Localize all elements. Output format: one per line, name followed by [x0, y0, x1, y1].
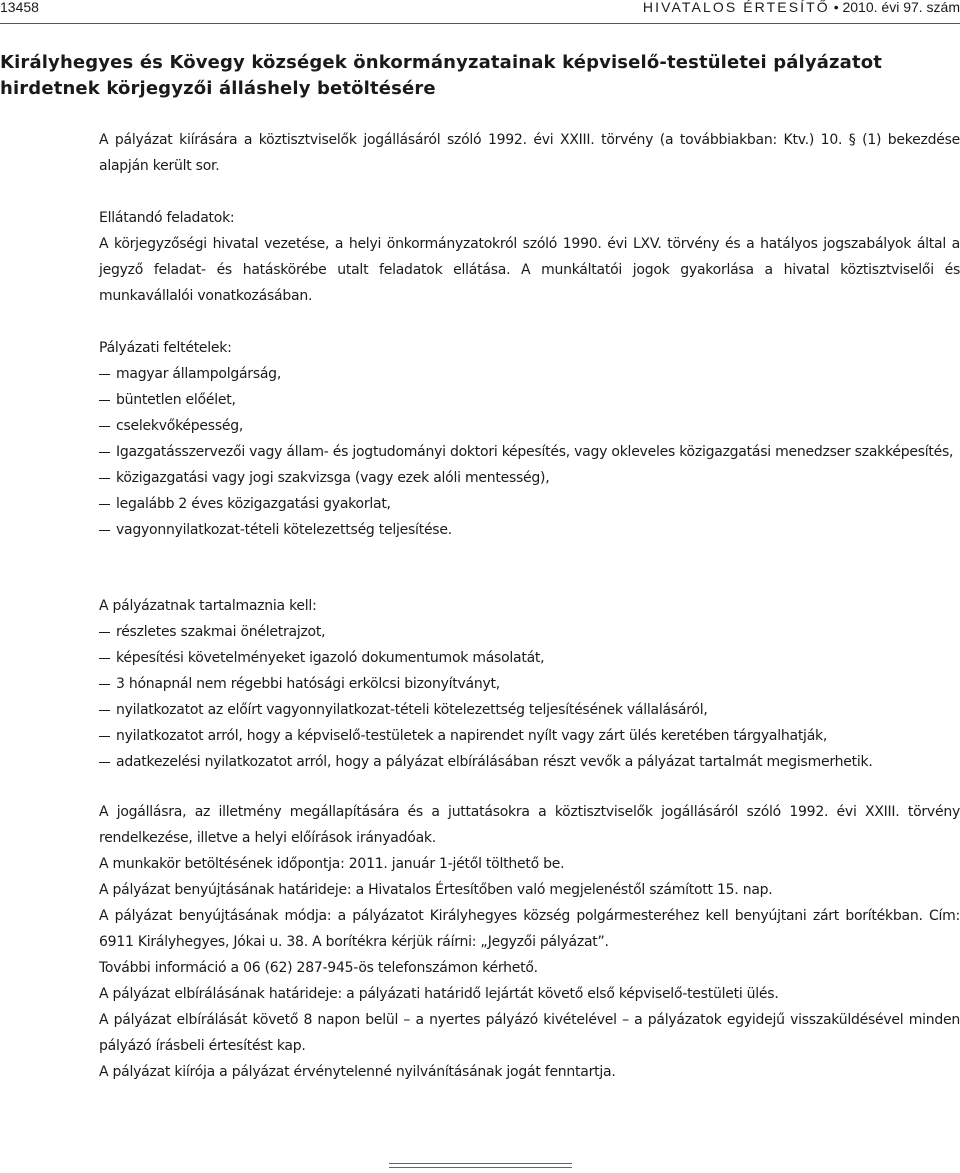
tasks-body: A körjegyzőségi hivatal vezetése, a helyi önkormányzatokról szóló 1990. évi LXV. törvény és a hatályos jogszabályok által a jegyző feladat- és hatáskörébe utalt feladatok ellátása. A munkáltatói jogok gyakorlása a hivatal köztisztviselői és munkavállalói vonatkozásában. — [99, 236, 960, 304]
list-item: adatkezelési nyilatkozatot arról, hogy a pályázat elbírálásában részt vevők a pályázat tartalmát megismerhetik. — [99, 749, 960, 775]
list-item: cselekvőképesség, — [99, 413, 960, 439]
list-item: közigazgatási vagy jogi szakvizsga (vagy ezek alóli mentesség), — [99, 465, 960, 491]
list-item: magyar állampolgárság, — [99, 361, 960, 387]
documents-heading: A pályázatnak tartalmaznia kell: — [99, 598, 317, 614]
info-line: A pályázat elbírálásának határideje: a pályázati határidő lejártát követő első képviselő-testületi ülés. — [99, 986, 779, 1002]
list-item: vagyonnyilatkozat-tételi kötelezettség teljesítése. — [99, 517, 960, 543]
list-item: büntetlen előélet, — [99, 387, 960, 413]
info-line: A pályázat elbírálását követő 8 napon belül – a nyertes pályázó kivételével – a pályázatok egyidejű visszaküldésével minden pályázó írásbeli értesítést kap. — [99, 1012, 960, 1054]
list-item: nyilatkozatot az előírt vagyonnyilatkozat-tételi kötelezettség teljesítésének vállalásáról, — [99, 697, 960, 723]
info-line: A pályázat benyújtásának módja: a pályázatot Királyhegyes község polgármesteréhez kell benyújtani zárt borítékban. Cím: 6911 Királyhegyes, Jókai u. 38. A borítékra kérjük ráírni: „Jegyzői pályázat”. — [99, 908, 960, 950]
info-line: A pályázat kiírója a pályázat érvénytelenné nyilvánításának jogát fenntartja. — [99, 1064, 616, 1080]
header-publication — [643, 0, 960, 14]
journal-name: HIVATALOS ÉRTESÍTŐ — [642, 0, 830, 15]
list-item: Igazgatásszervezői vagy állam- és jogtudományi doktori képesítés, vagy okleveles közigazgatási menedzser szakképesítés, — [99, 439, 960, 465]
footer-rule — [389, 1163, 572, 1164]
header-bullet: • — [833, 0, 839, 15]
info-line: A munkakör betöltésének időpontja: 2011. január 1-jétől tölthető be. — [99, 856, 565, 872]
conditions-list — [99, 361, 960, 543]
list-item: nyilatkozatot arról, hogy a képviselő-testületek a napirendet nyílt vagy zárt ülés keretében tárgyalhatják, — [99, 723, 960, 749]
conditions-section — [99, 335, 960, 543]
page-number: 13458 — [0, 0, 39, 15]
header-rule — [0, 23, 960, 24]
page-header — [0, 0, 960, 20]
info-line: A jogállásra, az illetmény megállapítására és a juttatásokra a köztisztviselők jogállásáról szóló 1992. évi XXIII. törvény rendelkezése, illetve a helyi előírások irányadóak. — [99, 804, 960, 846]
list-item: képesítési követelményeket igazoló dokumentumok másolatát, — [99, 645, 960, 671]
intro-paragraph: A pályázat kiírására a köztisztviselők jogállásáról szóló 1992. évi XXIII. törvény (a továbbiakban: Ktv.) 10. § (1) bekezdése alapján került sor. — [99, 132, 960, 174]
conditions-heading: Pályázati feltételek: — [99, 340, 232, 356]
info-line: A pályázat benyújtásának határideje: a Hivatalos Értesítőben való megjelenéstől számított 15. nap. — [99, 882, 773, 898]
documents-section — [99, 593, 960, 775]
info-line: További információ a 06 (62) 287-945-ös telefonszámon kérhető. — [99, 960, 538, 976]
notice-title: Királyhegyes és Kövegy községek önkormányzatainak képviselő-testületei pályázatot hirdetnek körjegyzői álláshely betöltésére — [0, 52, 882, 99]
info-section — [99, 799, 960, 1085]
issue-number: 2010. évi 97. szám — [842, 0, 960, 15]
tasks-heading: Ellátandó feladatok: — [99, 210, 235, 226]
list-item: legalább 2 éves közigazgatási gyakorlat, — [99, 491, 960, 517]
documents-list — [99, 619, 960, 775]
list-item: részletes szakmai önéletrajzot, — [99, 619, 960, 645]
tasks-section — [99, 205, 960, 309]
list-item: 3 hónapnál nem régebbi hatósági erkölcsi bizonyítványt, — [99, 671, 960, 697]
footer-rule — [389, 1167, 572, 1168]
